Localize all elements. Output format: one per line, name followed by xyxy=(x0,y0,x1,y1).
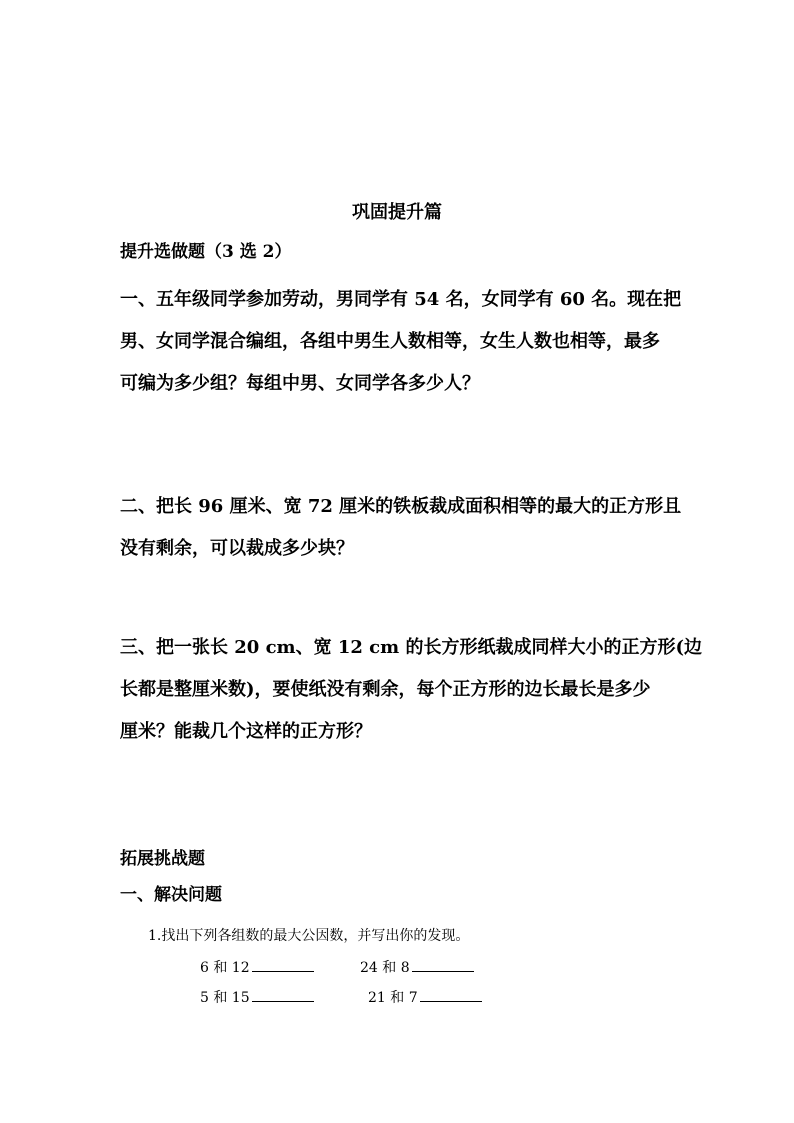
gcd-pair-3-label: 5 和 15 xyxy=(200,990,250,1006)
page-title: 巩固提升篇 xyxy=(352,202,442,223)
gcd-pair-4-label: 21 和 7 xyxy=(368,990,418,1006)
answer-blank-3[interactable] xyxy=(252,987,314,1002)
question-3 xyxy=(120,627,702,753)
question-2-line-1: 二、把长 96 厘米、宽 72 厘米的铁板裁成面积相等的最大的正方形且 xyxy=(120,496,682,517)
part-heading-solve-problems: 一、解决问题 xyxy=(120,885,222,905)
problem-1-instruction: 1.找出下列各组数的最大公因数，并写出你的发现。 xyxy=(148,928,470,944)
question-1 xyxy=(120,279,680,405)
question-2-line-2: 没有剩余，可以裁成多少块？ xyxy=(120,538,354,559)
gcd-pair-1-label: 6 和 12 xyxy=(200,960,250,976)
question-3-line-3: 厘米？能裁几个这样的正方形？ xyxy=(120,721,372,742)
section-heading-advanced: 提升选做题（3 选 2） xyxy=(120,242,292,262)
answer-blank-2[interactable] xyxy=(412,957,474,972)
gcd-pair-2 xyxy=(360,957,474,978)
gcd-pair-3 xyxy=(200,987,314,1008)
gcd-pair-1 xyxy=(200,957,314,978)
question-3-line-2: 长都是整厘米数)，要使纸没有剩余，每个正方形的边长最长是多少 xyxy=(120,679,651,700)
question-1-line-2: 男、女同学混合编组，各组中男生人数相等，女生人数也相等，最多 xyxy=(120,331,660,352)
answer-blank-4[interactable] xyxy=(420,987,482,1002)
question-2 xyxy=(120,486,680,570)
question-1-line-1: 一、五年级同学参加劳动，男同学有 54 名，女同学有 60 名。现在把 xyxy=(120,289,682,310)
gcd-pair-2-label: 24 和 8 xyxy=(360,960,410,976)
question-3-line-1: 三、把一张长 20 cm、宽 12 cm 的长方形纸裁成同样大小的正方形(边 xyxy=(120,637,702,658)
section-heading-challenge: 拓展挑战题 xyxy=(120,849,205,869)
answer-blank-1[interactable] xyxy=(252,957,314,972)
gcd-pair-4 xyxy=(368,987,482,1008)
question-1-line-3: 可编为多少组？每组中男、女同学各多少人？ xyxy=(120,373,480,394)
